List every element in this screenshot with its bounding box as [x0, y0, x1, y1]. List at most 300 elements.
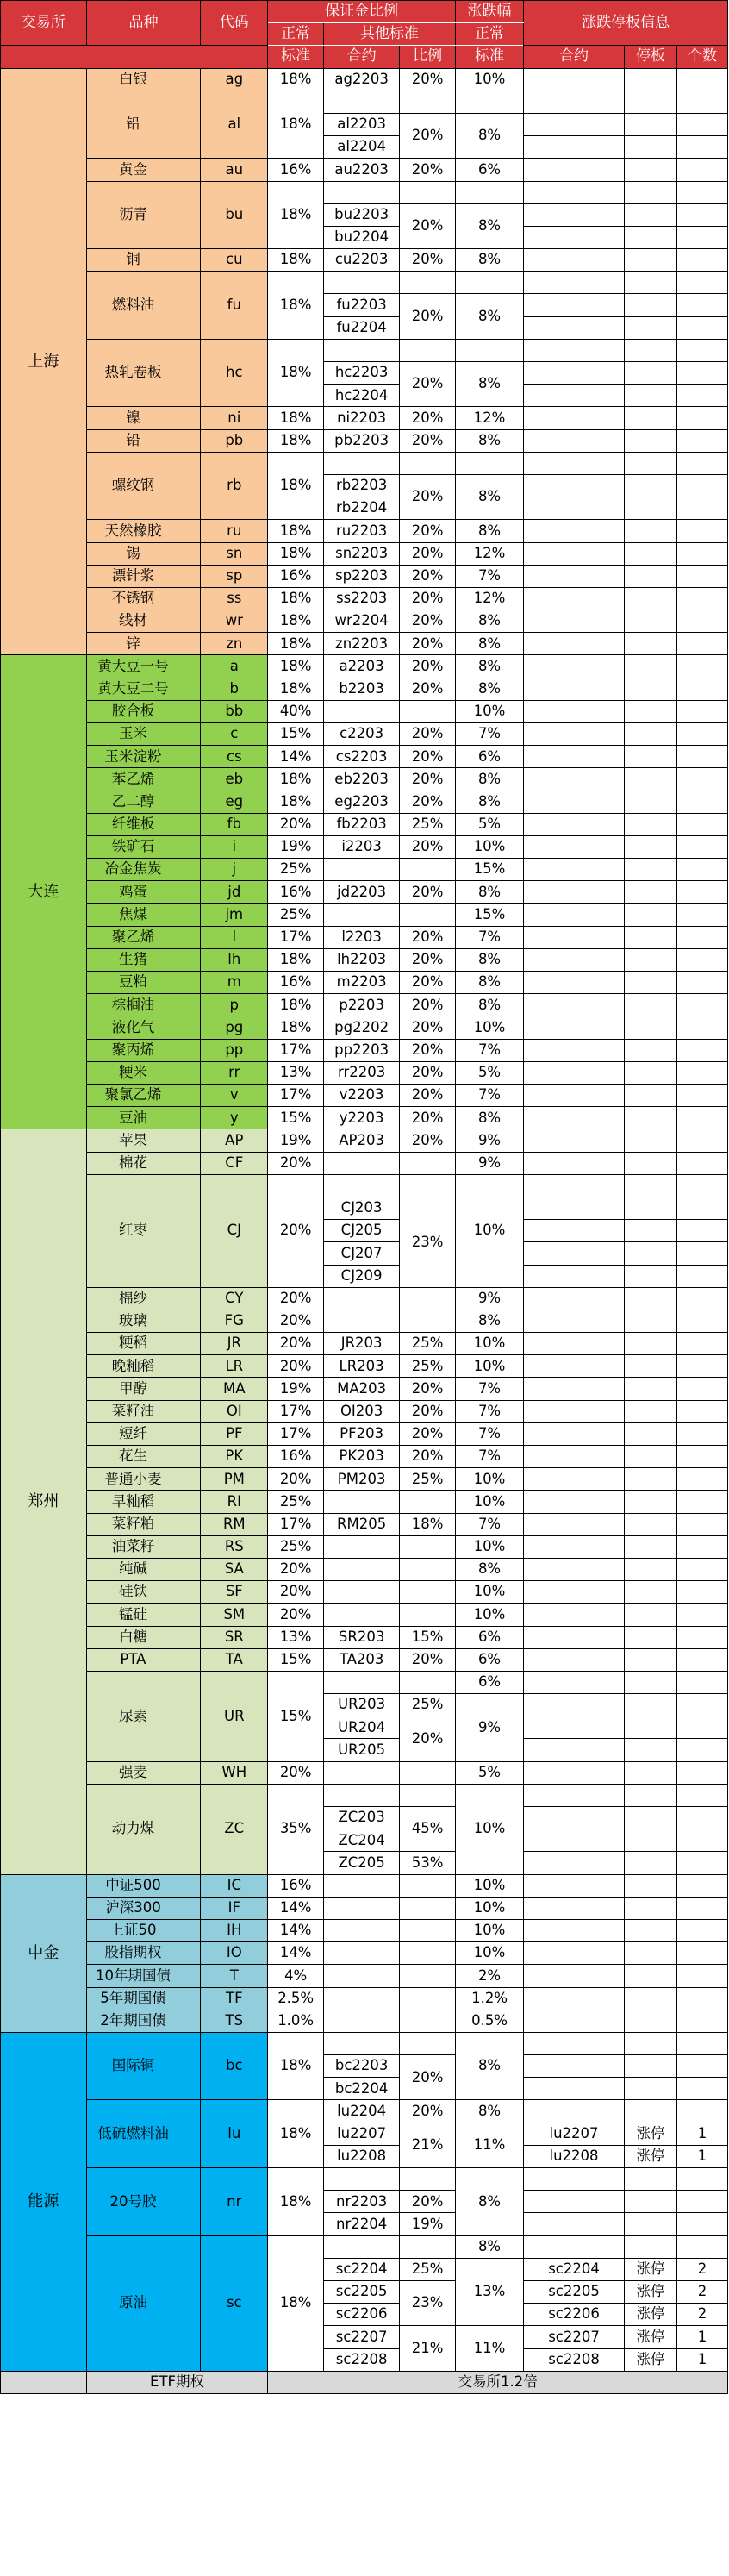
- variety-name: 线材: [86, 610, 201, 633]
- margin-normal: 18%: [268, 91, 324, 159]
- limit-count: [677, 678, 728, 700]
- margin-normal: 20%: [268, 1558, 324, 1580]
- header-info-contract: 合约: [524, 46, 625, 68]
- limit-stop: 涨停: [624, 2258, 676, 2280]
- limit-stop: [624, 1942, 676, 1965]
- variety-name: 10年期国债: [86, 1965, 201, 1987]
- variety-code: c: [201, 723, 268, 746]
- other-ratio: 20%: [400, 1378, 456, 1400]
- table-row: [1, 452, 728, 474]
- variety-code: WH: [201, 1761, 268, 1784]
- other-ratio: 25%: [400, 1468, 456, 1491]
- limit-count: [677, 1287, 728, 1310]
- price-limit: 8%: [455, 294, 523, 339]
- table-row: [1, 1129, 728, 1152]
- limit-stop: [624, 520, 676, 542]
- limit-count: [677, 1761, 728, 1784]
- other-contract: m2203: [323, 972, 399, 994]
- other-contract: pp2203: [323, 1039, 399, 1061]
- limit-count: [677, 2100, 728, 2123]
- variety-name: 天然橡胶: [86, 520, 201, 542]
- margin-normal: 14%: [268, 1942, 324, 1965]
- other-ratio: 20%: [400, 1446, 456, 1468]
- margin-normal: 13%: [268, 1626, 324, 1648]
- margin-normal: 14%: [268, 746, 324, 768]
- other-ratio: 20%: [400, 746, 456, 768]
- table-row: [1, 1581, 728, 1604]
- limit-count: [677, 655, 728, 678]
- limit-stop: [624, 339, 676, 361]
- other-contract: AP203: [323, 1129, 399, 1152]
- price-limit: 5%: [455, 1061, 523, 1084]
- other-ratio: 20%: [400, 1016, 456, 1039]
- limit-stop: [624, 316, 676, 339]
- table-row: [1, 994, 728, 1016]
- other-contract: nr2204: [323, 2213, 399, 2235]
- table-row: [1, 159, 728, 181]
- variety-name: 白糖: [86, 1626, 201, 1648]
- margin-normal: 14%: [268, 1897, 324, 1919]
- other-ratio: 20%: [400, 203, 456, 248]
- variety-code: au: [201, 159, 268, 181]
- other-contract: PF203: [323, 1422, 399, 1445]
- limit-stop: [624, 136, 676, 159]
- other-ratio: [400, 903, 456, 926]
- limit-count: [677, 2235, 728, 2258]
- table-row: [1, 2235, 728, 2258]
- price-limit: 6%: [455, 746, 523, 768]
- limit-contract: [524, 385, 625, 407]
- limit-contract: [524, 1468, 625, 1491]
- table-row: [1, 565, 728, 587]
- table-row: [1, 181, 728, 203]
- other-ratio: [400, 700, 456, 722]
- variety-name: 纤维板: [86, 813, 201, 835]
- other-ratio: 20%: [400, 768, 456, 791]
- other-ratio: 20%: [400, 1422, 456, 1445]
- variety-name: 玉米淀粉: [86, 746, 201, 768]
- price-limit: 7%: [455, 1513, 523, 1535]
- table-row: [1, 407, 728, 429]
- other-ratio: [400, 859, 456, 881]
- limit-stop: [624, 2100, 676, 2123]
- limit-count: [677, 813, 728, 835]
- limit-count: [677, 1422, 728, 1445]
- limit-count: [677, 272, 728, 294]
- other-contract: eg2203: [323, 791, 399, 813]
- variety-name: 漂针浆: [86, 565, 201, 587]
- table-row: [1, 91, 728, 113]
- limit-count: [677, 2191, 728, 2213]
- other-contract: [323, 1491, 399, 1513]
- variety-code: sp: [201, 565, 268, 587]
- limit-stop: [624, 68, 676, 91]
- variety-name: 玉米: [86, 723, 201, 746]
- limit-stop: [624, 362, 676, 385]
- variety-name: 锌: [86, 633, 201, 655]
- limit-stop: [624, 1648, 676, 1671]
- table-row: [1, 1491, 728, 1513]
- other-contract: CJ207: [323, 1242, 399, 1265]
- variety-code: wr: [201, 610, 268, 633]
- variety-code: FG: [201, 1310, 268, 1332]
- price-limit: 10%: [455, 1874, 523, 1897]
- variety-code: ru: [201, 520, 268, 542]
- margin-normal: 20%: [268, 1355, 324, 1378]
- other-contract: [323, 1987, 399, 2010]
- table-row: [1, 610, 728, 633]
- variety-name: 2年期国债: [86, 2010, 201, 2032]
- other-contract: [323, 1152, 399, 1174]
- limit-count: [677, 723, 728, 746]
- limit-count: [677, 1152, 728, 1174]
- other-contract: c2203: [323, 723, 399, 746]
- margin-normal: 19%: [268, 1129, 324, 1152]
- variety-code: MA: [201, 1378, 268, 1400]
- limit-contract: [524, 226, 625, 248]
- table-row: [1, 2371, 728, 2393]
- other-contract: [323, 1784, 399, 1806]
- limit-contract: [524, 1716, 625, 1739]
- variety-code: pb: [201, 429, 268, 452]
- limit-count: [677, 249, 728, 272]
- other-contract: [323, 1761, 399, 1784]
- exchange-label: 中金: [1, 1874, 87, 2032]
- limit-stop: [624, 2168, 676, 2191]
- limit-count: [677, 542, 728, 565]
- price-limit: 13%: [455, 2258, 523, 2326]
- limit-stop: [624, 1874, 676, 1897]
- limit-count: [677, 520, 728, 542]
- limit-stop: [624, 497, 676, 520]
- other-ratio: 20%: [400, 723, 456, 746]
- other-ratio: 20%: [400, 294, 456, 339]
- price-limit: [455, 339, 523, 361]
- variety-code: TS: [201, 2010, 268, 2032]
- other-ratio: 20%: [400, 565, 456, 587]
- price-limit: 10%: [455, 1535, 523, 1558]
- limit-stop: [624, 746, 676, 768]
- limit-contract: [524, 1581, 625, 1604]
- limit-contract: [524, 1265, 625, 1287]
- limit-stop: [624, 859, 676, 881]
- limit-count: 2: [677, 2258, 728, 2280]
- variety-code: LR: [201, 1355, 268, 1378]
- margin-normal: 18%: [268, 587, 324, 610]
- limit-stop: [624, 181, 676, 203]
- price-limit: 11%: [455, 2326, 523, 2371]
- limit-contract: [524, 768, 625, 791]
- other-contract: [323, 1965, 399, 1987]
- other-contract: OI203: [323, 1400, 399, 1422]
- limit-contract: [524, 1919, 625, 1941]
- other-ratio: 20%: [400, 542, 456, 565]
- margin-normal: 18%: [268, 249, 324, 272]
- other-contract: l2203: [323, 926, 399, 948]
- other-ratio: [400, 1874, 456, 1897]
- other-contract: fu2203: [323, 294, 399, 316]
- variety-name: 棉花: [86, 1152, 201, 1174]
- other-ratio: 20%: [400, 1107, 456, 1129]
- other-ratio: [400, 2235, 456, 2258]
- table-row: [1, 835, 728, 858]
- margin-normal: 20%: [268, 813, 324, 835]
- other-contract: bc2203: [323, 2055, 399, 2078]
- limit-count: [677, 1965, 728, 1987]
- other-ratio: 20%: [400, 520, 456, 542]
- table-row: [1, 768, 728, 791]
- margin-normal: 17%: [268, 1422, 324, 1445]
- other-contract: [323, 272, 399, 294]
- limit-contract: [524, 859, 625, 881]
- other-ratio: 25%: [400, 813, 456, 835]
- variety-code: zn: [201, 633, 268, 655]
- variety-name: 原油: [86, 2235, 201, 2371]
- exchange-label: 大连: [1, 655, 87, 1129]
- limit-contract: [524, 2032, 625, 2054]
- limit-contract: [524, 1648, 625, 1671]
- variety-code: pg: [201, 1016, 268, 1039]
- price-limit: 8%: [455, 948, 523, 971]
- table-row: [1, 1513, 728, 1535]
- limit-contract: [524, 2010, 625, 2032]
- variety-name: 液化气: [86, 1016, 201, 1039]
- variety-name: 镍: [86, 407, 201, 429]
- variety-code: SA: [201, 1558, 268, 1580]
- limit-count: [677, 474, 728, 497]
- other-contract: [323, 700, 399, 722]
- price-limit: 8%: [455, 768, 523, 791]
- other-contract: TA203: [323, 1648, 399, 1671]
- other-ratio: 15%: [400, 1626, 456, 1648]
- price-limit: 8%: [455, 610, 523, 633]
- limit-stop: [624, 1174, 676, 1197]
- table-row: [1, 1784, 728, 1806]
- limit-stop: [624, 113, 676, 135]
- limit-contract: [524, 1355, 625, 1378]
- other-contract: ZC203: [323, 1807, 399, 1829]
- other-ratio: 20%: [400, 429, 456, 452]
- margin-normal: 17%: [268, 926, 324, 948]
- limit-contract: [524, 948, 625, 971]
- price-limit: 15%: [455, 903, 523, 926]
- other-ratio: 20%: [400, 2191, 456, 2213]
- price-limit: 12%: [455, 587, 523, 610]
- limit-contract: [524, 1942, 625, 1965]
- limit-count: [677, 1265, 728, 1287]
- limit-contract: [524, 136, 625, 159]
- limit-stop: [624, 1739, 676, 1761]
- variety-code: j: [201, 859, 268, 881]
- other-contract: fu2204: [323, 316, 399, 339]
- other-contract: [323, 1558, 399, 1580]
- margin-normal: 14%: [268, 1919, 324, 1941]
- other-contract: ZC204: [323, 1829, 399, 1852]
- other-ratio: 20%: [400, 474, 456, 519]
- limit-contract: [524, 1626, 625, 1648]
- limit-contract: [524, 2235, 625, 2258]
- limit-count: [677, 1829, 728, 1852]
- limit-contract: [524, 835, 625, 858]
- other-contract: LR203: [323, 1355, 399, 1378]
- variety-code: nr: [201, 2168, 268, 2236]
- limit-contract: [524, 249, 625, 272]
- margin-normal: 4%: [268, 1965, 324, 1987]
- other-ratio: [400, 339, 456, 361]
- limit-stop: [624, 1535, 676, 1558]
- variety-name: 纯碱: [86, 1558, 201, 1580]
- table-row: [1, 1355, 728, 1378]
- limit-stop: [624, 813, 676, 835]
- margin-normal: 18%: [268, 68, 324, 91]
- margin-normal: 25%: [268, 1491, 324, 1513]
- limit-stop: [624, 791, 676, 813]
- limit-contract: [524, 362, 625, 385]
- other-ratio: [400, 1761, 456, 1784]
- price-limit: 10%: [455, 1468, 523, 1491]
- limit-count: [677, 948, 728, 971]
- other-contract: [323, 1874, 399, 1897]
- limit-count: [677, 136, 728, 159]
- other-contract: [323, 903, 399, 926]
- limit-stop: [624, 1152, 676, 1174]
- price-limit: 8%: [455, 203, 523, 248]
- variety-code: TF: [201, 1987, 268, 2010]
- limit-contract: [524, 91, 625, 113]
- other-ratio: [400, 1987, 456, 2010]
- other-ratio: 20%: [400, 1039, 456, 1061]
- other-ratio: [400, 1535, 456, 1558]
- limit-contract: [524, 1446, 625, 1468]
- limit-stop: [624, 294, 676, 316]
- limit-stop: [624, 1919, 676, 1941]
- table-row: [1, 1535, 728, 1558]
- other-contract: ss2203: [323, 587, 399, 610]
- variety-name: 铁矿石: [86, 835, 201, 858]
- other-ratio: 20%: [400, 610, 456, 633]
- table-row: [1, 1648, 728, 1671]
- limit-count: [677, 768, 728, 791]
- limit-count: [677, 1446, 728, 1468]
- price-limit: 7%: [455, 1446, 523, 1468]
- other-contract: CJ203: [323, 1197, 399, 1219]
- other-contract: al2204: [323, 136, 399, 159]
- price-limit: 2%: [455, 1965, 523, 1987]
- variety-code: m: [201, 972, 268, 994]
- limit-stop: [624, 272, 676, 294]
- limit-stop: [624, 723, 676, 746]
- other-ratio: [400, 452, 456, 474]
- other-ratio: 21%: [400, 2123, 456, 2167]
- limit-contract: [524, 1220, 625, 1242]
- price-limit: 7%: [455, 723, 523, 746]
- margin-normal: 20%: [268, 1761, 324, 1784]
- other-ratio: [400, 2032, 456, 2054]
- other-ratio: 20%: [400, 68, 456, 91]
- margin-normal: 15%: [268, 1107, 324, 1129]
- header-limit-standard: 标准: [455, 46, 523, 68]
- limit-contract: [524, 1085, 625, 1107]
- header-exchange: 交易所: [1, 1, 87, 46]
- other-ratio: 20%: [400, 159, 456, 181]
- variety-name: 铅: [86, 429, 201, 452]
- limit-contract: [524, 542, 625, 565]
- exchange-label: 能源: [1, 2032, 87, 2371]
- variety-code: ag: [201, 68, 268, 91]
- other-contract: [323, 859, 399, 881]
- other-contract: lu2204: [323, 2100, 399, 2123]
- limit-contract: [524, 1829, 625, 1852]
- limit-count: [677, 226, 728, 248]
- margin-normal: 35%: [268, 1784, 324, 1874]
- variety-name: 低硫燃料油: [86, 2100, 201, 2168]
- variety-name: 强麦: [86, 1761, 201, 1784]
- table-row: [1, 881, 728, 903]
- margin-normal: 17%: [268, 1039, 324, 1061]
- other-contract: lh2203: [323, 948, 399, 971]
- other-contract: b2203: [323, 678, 399, 700]
- header-info-stop: 停板: [624, 46, 676, 68]
- limit-contract: [524, 633, 625, 655]
- other-contract: [323, 1942, 399, 1965]
- limit-count: [677, 1581, 728, 1604]
- limit-count: [677, 565, 728, 587]
- limit-count: 1: [677, 2326, 728, 2348]
- limit-stop: [624, 385, 676, 407]
- limit-stop: [624, 2010, 676, 2032]
- limit-contract: [524, 1807, 625, 1829]
- other-contract: pb2203: [323, 429, 399, 452]
- table-row: [1, 791, 728, 813]
- variety-name: 20号胶: [86, 2168, 201, 2236]
- variety-name: 棉纱: [86, 1287, 201, 1310]
- price-limit: 10%: [455, 1333, 523, 1355]
- limit-contract: [524, 791, 625, 813]
- price-limit: 8%: [455, 994, 523, 1016]
- table-row: [1, 655, 728, 678]
- limit-contract: [524, 272, 625, 294]
- limit-contract: [524, 881, 625, 903]
- variety-code: JR: [201, 1333, 268, 1355]
- limit-count: [677, 1061, 728, 1084]
- table-row: [1, 926, 728, 948]
- other-ratio: [400, 2010, 456, 2032]
- margin-normal: 13%: [268, 1061, 324, 1084]
- table-row: [1, 1626, 728, 1648]
- table-row: [1, 2032, 728, 2054]
- price-limit: 10%: [455, 1581, 523, 1604]
- variety-code: bb: [201, 700, 268, 722]
- price-limit: 6%: [455, 159, 523, 181]
- variety-name: 红枣: [86, 1174, 201, 1287]
- limit-stop: [624, 903, 676, 926]
- variety-code: eb: [201, 768, 268, 791]
- limit-contract: [524, 68, 625, 91]
- limit-stop: [624, 1242, 676, 1265]
- limit-count: [677, 1852, 728, 1874]
- limit-stop: [624, 1671, 676, 1693]
- other-ratio: 20%: [400, 2100, 456, 2123]
- limit-stop: [624, 700, 676, 722]
- limit-contract: [524, 972, 625, 994]
- other-ratio: 53%: [400, 1852, 456, 1874]
- limit-count: [677, 2055, 728, 2078]
- variety-code: IH: [201, 1919, 268, 1941]
- other-contract: [323, 91, 399, 113]
- limit-contract: [524, 1604, 625, 1626]
- limit-count: [677, 1129, 728, 1152]
- limit-count: [677, 881, 728, 903]
